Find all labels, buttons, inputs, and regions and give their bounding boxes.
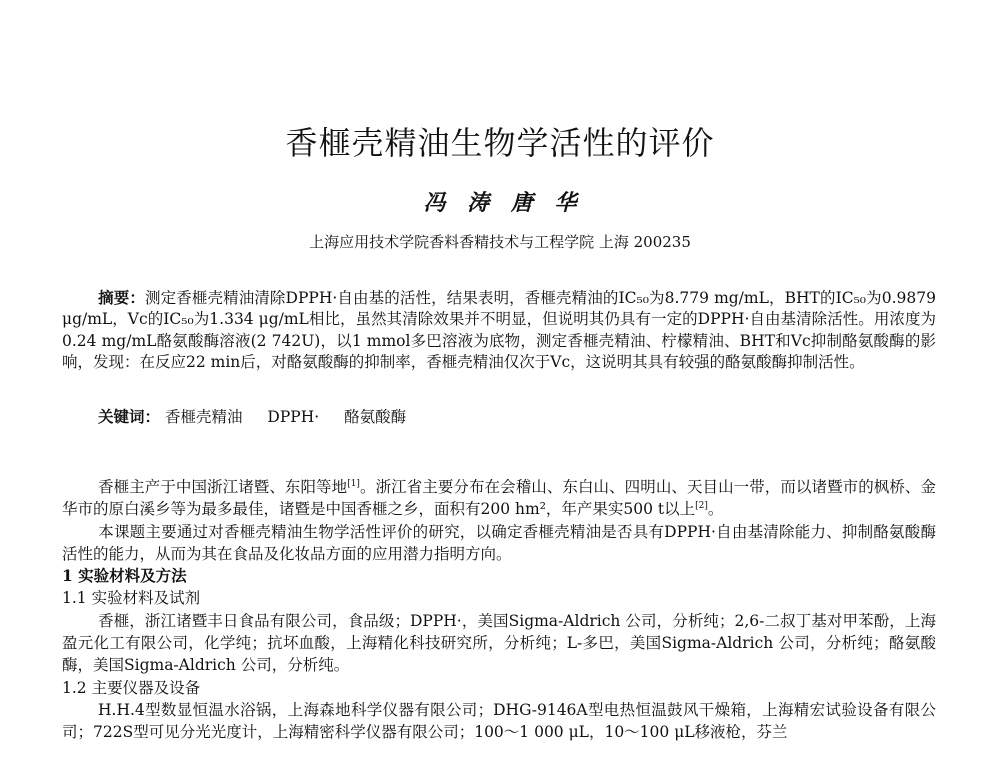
section-heading: 1 实验材料及方法	[62, 566, 187, 586]
authors: 冯 涛 唐 华	[423, 190, 577, 216]
keyword: DPPH·	[267, 408, 320, 426]
abstract-text: 测定香榧壳精油清除DPPH·自由基的活性，结果表明，香榧壳精油的IC₅₀为8.779 mg/mL，BHT的IC₅₀为0.9879 μg/mL，Vc的IC₅₀为1.334 μg/mL相比，虽然其清除效果并不明显，但说明其仍具有一定的DPPH·自由基清除活性。用浓度为0.24 mg/mL酪氨酸酶溶液(2 742U)，以1 mmol多巴溶液为底物，测定香榧壳精油、柠檬精油、BHT和Vc抑制酪氨酸酶的影响，发现：在反应22 min后，对酪氨酸酶的抑制率，香榧壳精油仅次于Vc，这说明其具有较强的酪氨酸酶抑制活性。	[62, 289, 936, 371]
paragraph-instruments: H.H.4型数显恒温水浴锅，上海森地科学仪器有限公司；DHG-9146A型电热恒温鼓风干燥箱，上海精宏试验设备有限公司；722S型可见分光光度计，上海精密科学仪器有限公司；100～1 000 μL，10～100 μL移液枪，芬兰	[62, 700, 936, 742]
abstract	[62, 287, 936, 373]
keywords	[98, 405, 938, 427]
affiliation: 上海应用技术学院香料香精技术与工程学院 上海 200235	[309, 233, 691, 251]
keywords-label: 关键词：	[98, 407, 161, 426]
abstract-label: 摘要：	[98, 288, 145, 307]
keyword: 香榧壳精油	[164, 408, 243, 426]
paragraph-intro: 香榧主产于中国浙江诸暨、东阳等地[1]。浙江省主要分布在会稽山、东白山、四明山、天目山一带，而以诸暨市的枫桥、金华市的原白溪乡等为最多最佳，诸暨是中国香榧之乡，面积有200 hm²，年产果实500 t以上[2]。	[62, 478, 936, 519]
citation: [1]	[347, 478, 360, 489]
subsection-heading: 1.2 主要仪器及设备	[62, 678, 201, 697]
paragraph-purpose: 本课题主要通过对香榧壳精油生物学活性评价的研究，以确定香榧壳精油是否具有DPPH·自由基清除能力、抑制酪氨酸酶活性的能力，从而为其在食品及化妆品方面的应用潜力指明方向。	[62, 522, 936, 563]
paper-title: 香榧壳精油生物学活性的评价	[285, 124, 715, 162]
paragraph-materials: 香榧，浙江诸暨丰日食品有限公司，食品级；DPPH·，美国Sigma-Aldrich 公司，分析纯；2,6-二叔丁基对甲苯酚，上海盈元化工有限公司，化学纯；抗坏血酸，上海精化科技研究所，分析纯；L-多巴，美国Sigma-Aldrich 公司，分析纯；酪氨酸酶，美国Sigma-Aldrich 公司，分析纯。	[62, 611, 936, 675]
keyword: 酪氨酸酶	[344, 408, 407, 426]
subsection-heading: 1.1 实验材料及试剂	[62, 589, 201, 608]
citation: [2]	[695, 501, 708, 512]
body-text	[62, 476, 936, 744]
